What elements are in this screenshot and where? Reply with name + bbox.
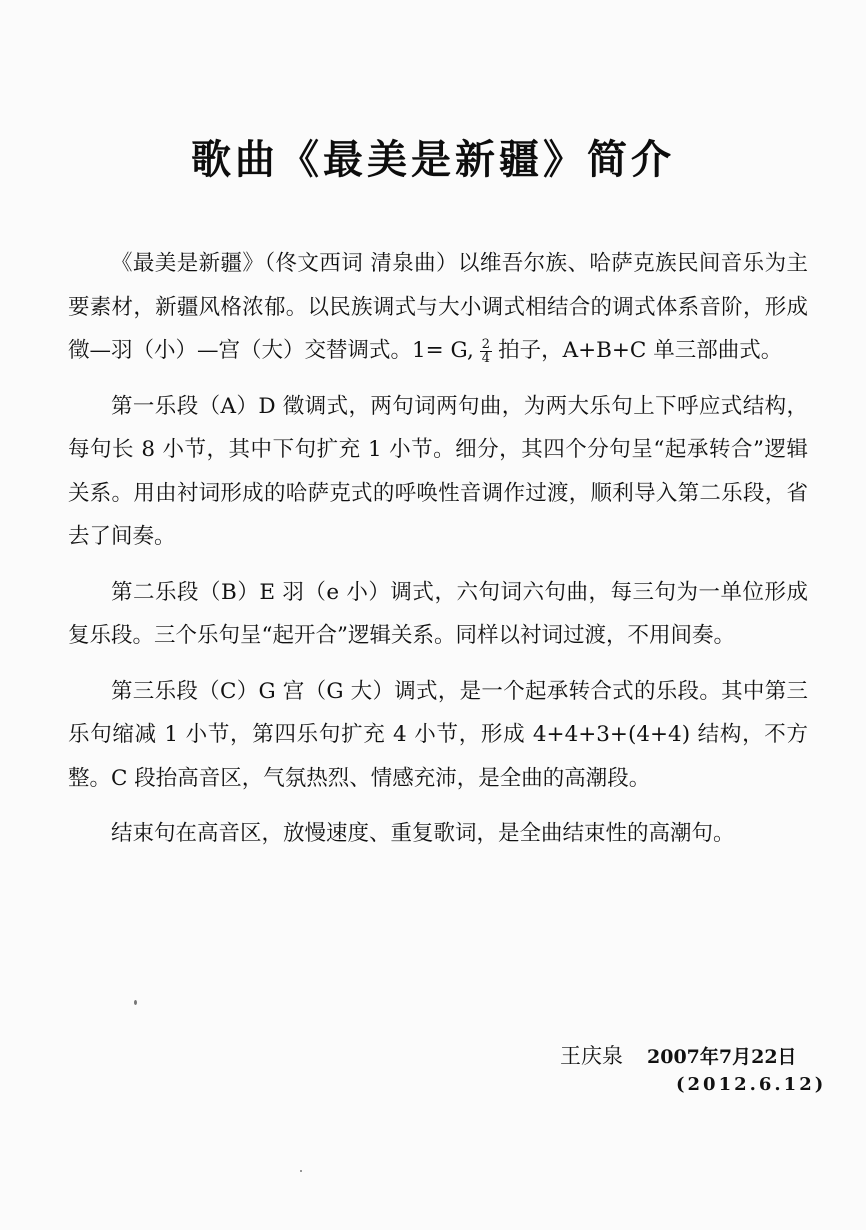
signature-line (560, 1040, 797, 1070)
time-signature-fraction (480, 338, 492, 365)
paragraph-intro-text: 《最美是新疆》（佟文西词 清泉曲）以维吾尔族、哈萨克族民间音乐为主要素材，新疆风格浓郁。以民族调式与大小调式相结合的调式体系音阶，形成徵—羽（小）—宫（大）交替调式。1= G, (68, 251, 808, 363)
scan-speck (134, 1000, 137, 1005)
signature-revised-date: (2012.6.12) (676, 1074, 827, 1095)
signature-author: 王庆泉 (560, 1044, 623, 1068)
signature-date: 2007年7月22日 (647, 1046, 797, 1068)
paragraph-section-c: 第三乐段（C）G 宫（G 大）调式，是一个起承转合式的乐段。其中第三乐句缩减 1 小节，第四乐句扩充 4 小节，形成 4+4+3+(4+4) 结构，不方整。C 段抬高音区，气氛热烈、情感充沛，是全曲的高潮段。 (68, 678, 808, 791)
time-signature-denominator: 4 (481, 350, 491, 366)
document-body (68, 242, 808, 868)
time-signature-numerator: 2 (481, 336, 491, 352)
paragraph-section-b: 第二乐段（B）E 羽（e 小）调式，六句词六句曲，每三句为一单位形成复乐段。三个乐句呈“起开合”逻辑关系。同样以衬词过渡，不用间奏。 (68, 579, 808, 648)
paragraph-intro-text-end: 拍子，A+B+C 单三部曲式。 (498, 338, 783, 363)
paragraph-ending: 结束句在高音区，放慢速度、重复歌词，是全曲结束性的高潮句。 (111, 821, 735, 846)
paragraph-section-a: 第一乐段（A）D 徵调式，两句词两句曲，为两大乐句上下呼应式结构，每句长 8 小节，其中下句扩充 1 小节。细分，其四个分句呈“起承转合”逻辑关系。用由衬词形成的哈萨克式的呼唤性音调作过渡，顺利导入第二乐段，省去了间奏。 (68, 393, 808, 549)
scan-speck (300, 1170, 302, 1172)
document-title: 歌曲《最美是新疆》简介 (191, 137, 675, 183)
paragraph-intro (68, 242, 808, 373)
